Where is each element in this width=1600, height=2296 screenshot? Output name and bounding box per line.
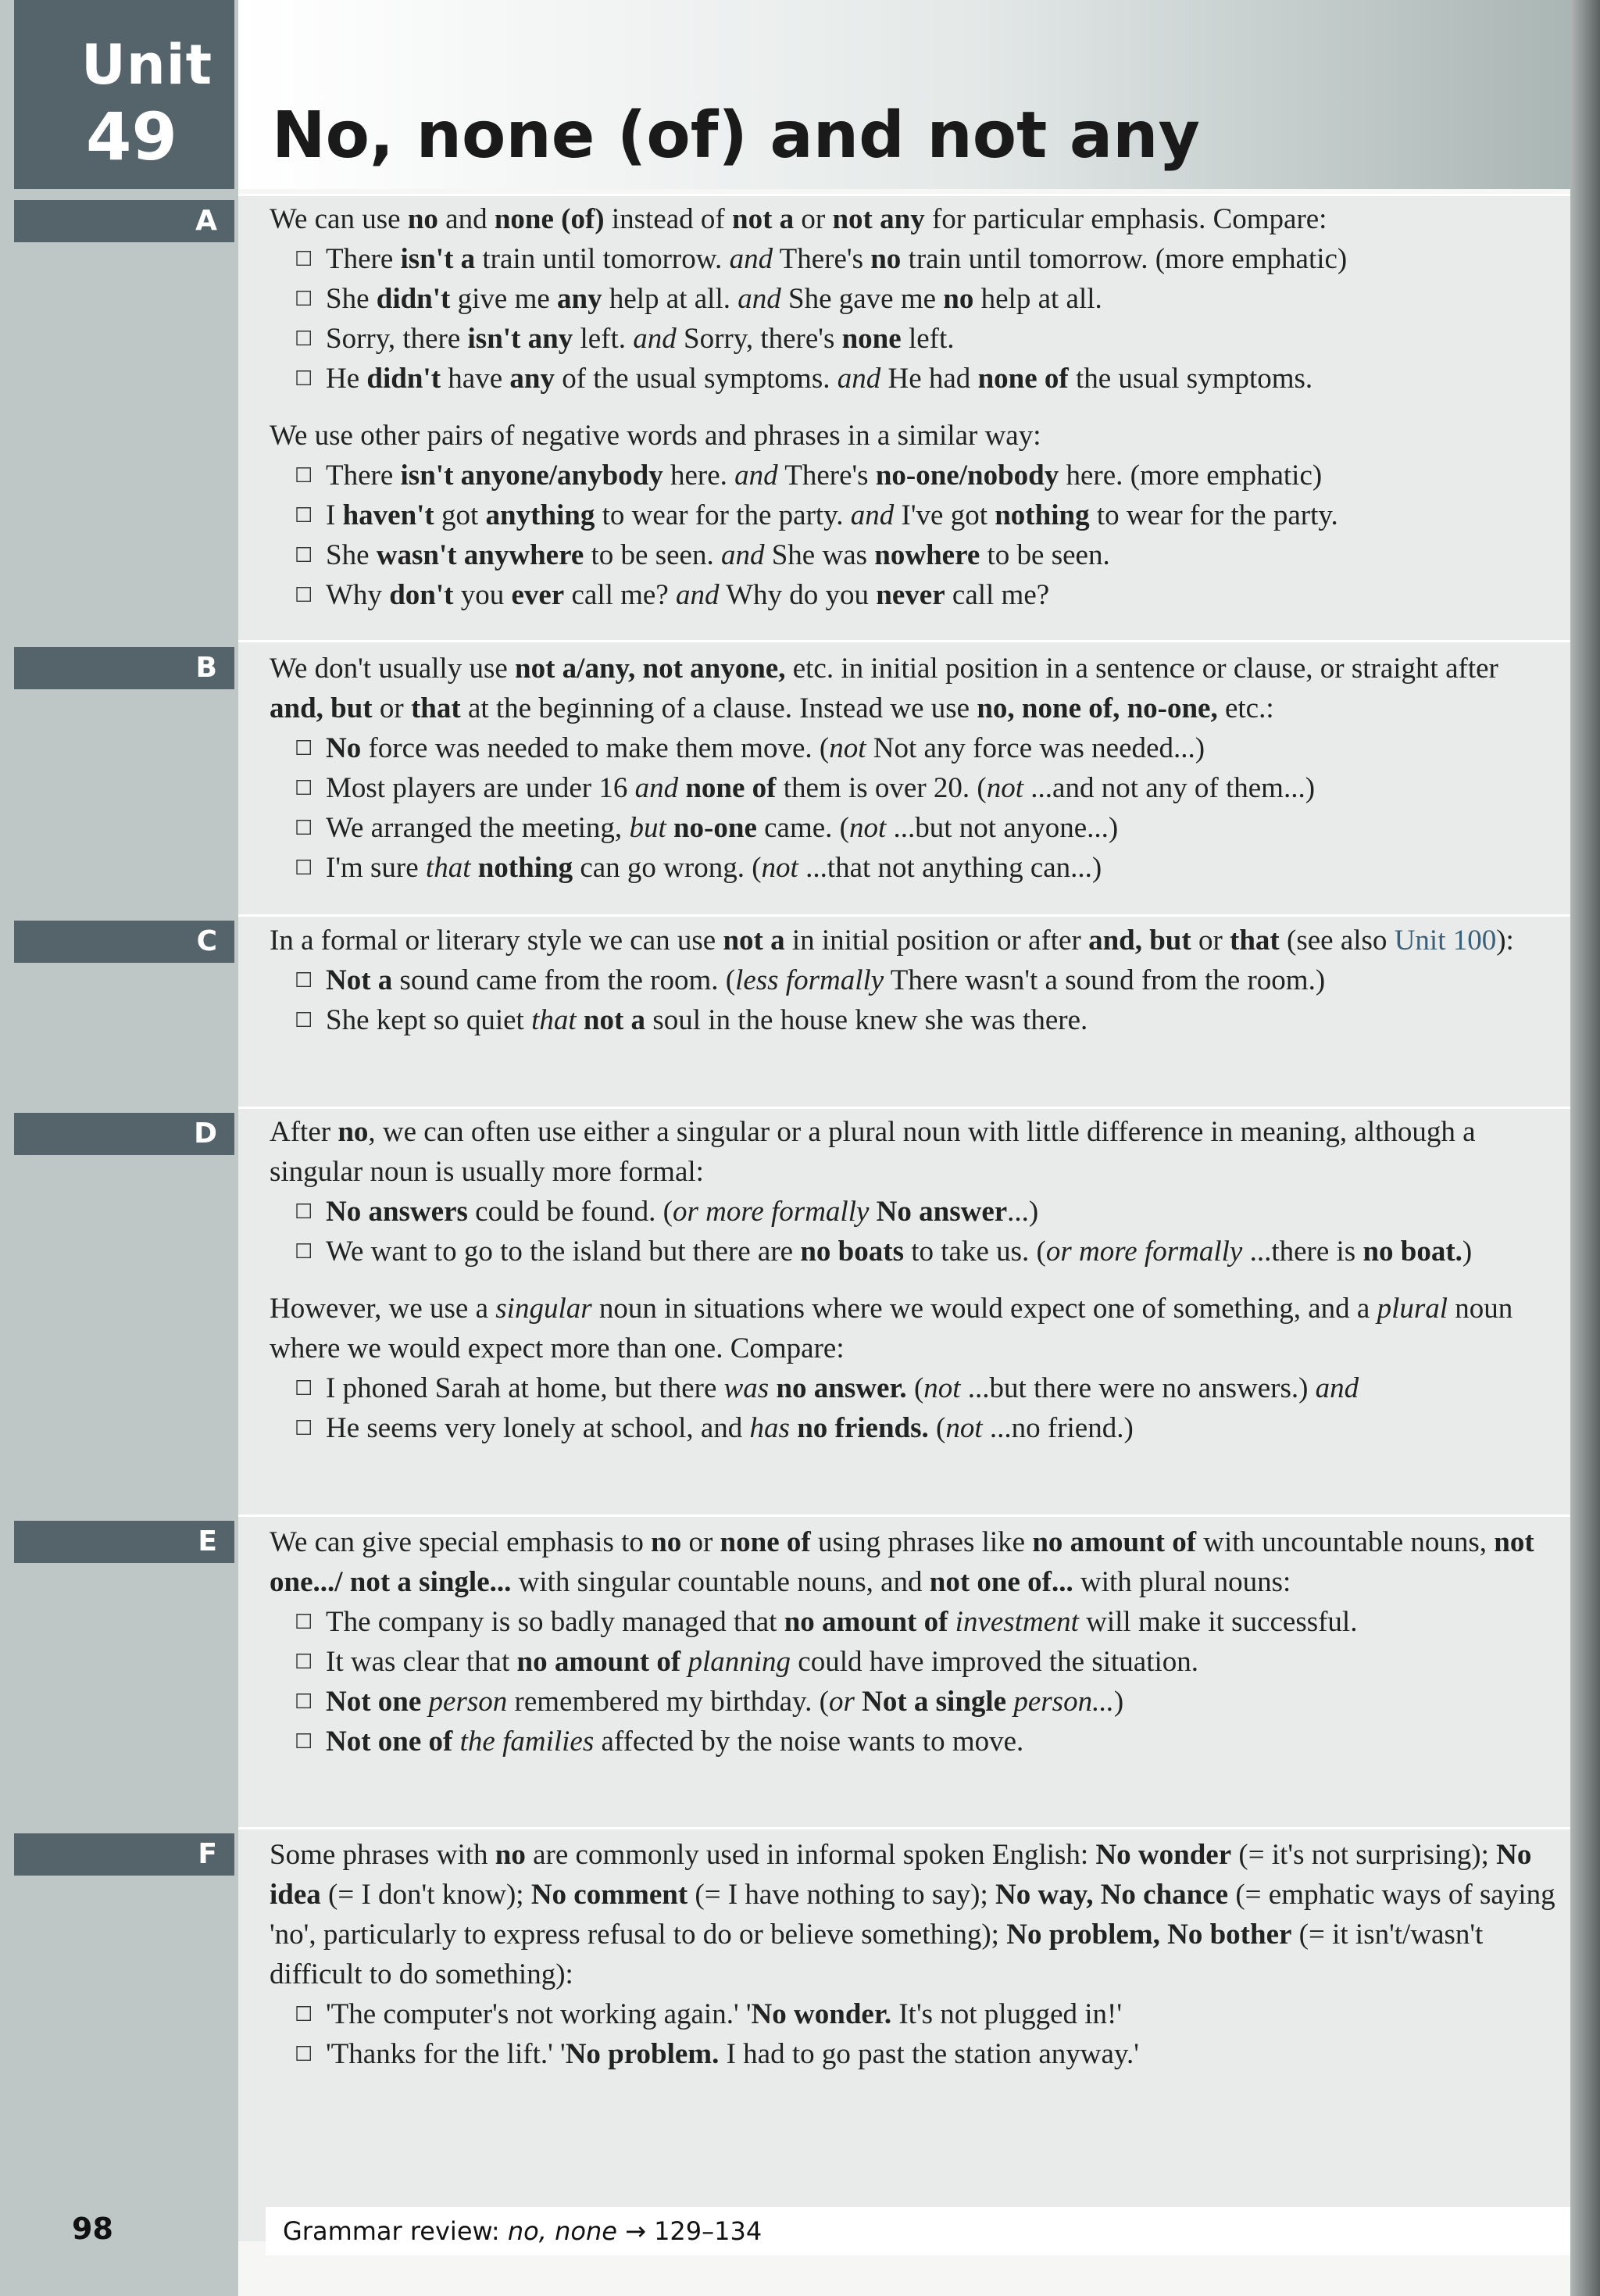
paragraph: Some phrases with no are commonly used in informal spoken English: No wonder (= it's not surprising); No idea (= I don't know); No comment (= I have nothing to say); No way, No chance (= emphatic ways of saying 'no', particularly to express refusal to do or believe something); No problem, No bother (= it isn't/wasn't difficult to do something):: [270, 1839, 1555, 1990]
paragraph: We can use no and none (of) instead of not a or not any for particular emphasis. Compare:: [270, 203, 1327, 235]
checkbox-icon: ☐: [295, 1009, 313, 1032]
section-b: [270, 649, 1559, 888]
section-label-c: C: [14, 921, 234, 963]
example: ☐ No answers could be found. (or more formally No answer...): [270, 1192, 1559, 1232]
example: ☐ She kept so quiet that not a soul in the house knew she was there.: [270, 1000, 1559, 1040]
paragraph: We use other pairs of negative words and phrases in a similar way:: [270, 420, 1041, 452]
section-f: [270, 1835, 1559, 2074]
checkbox-icon: ☐: [295, 327, 313, 350]
checkbox-icon: ☐: [295, 288, 313, 310]
paragraph: After no, we can often use either a singular or a plural noun with little difference in meaning, although a singular noun is usually more formal:: [270, 1116, 1476, 1188]
example: ☐ I'm sure that nothing can go wrong. (not ...that not anything can...): [270, 848, 1559, 888]
section-label-e: E: [14, 1521, 234, 1563]
section-c: [270, 921, 1559, 1040]
checkbox-icon: ☐: [295, 504, 313, 527]
checkbox-icon: ☐: [295, 1611, 313, 1633]
section-label-f: F: [14, 1833, 234, 1876]
checkbox-icon: ☐: [295, 969, 313, 992]
checkbox-icon: ☐: [295, 584, 313, 606]
checkbox-icon: ☐: [295, 1690, 313, 1713]
unit-label: Unit: [81, 33, 213, 97]
example: ☐ There isn't anyone/anybody here. and There's no-one/nobody here. (more emphatic): [270, 456, 1559, 495]
paragraph: We can give special emphasis to no or none of using phrases like no amount of with uncountable nouns, not one.../ not a single... with singular countable nouns, and not one of... with plural nouns:: [270, 1526, 1534, 1598]
page-title: No, none (of) and not any: [272, 98, 1200, 173]
example: ☐ He seems very lonely at school, and has no friends. (not ...no friend.): [270, 1408, 1559, 1448]
checkbox-icon: ☐: [295, 248, 313, 270]
checkbox-icon: ☐: [295, 464, 313, 487]
example: ☐ No force was needed to make them move. (not Not any force was needed...): [270, 728, 1559, 768]
section-divider: [238, 1827, 1570, 1829]
example: ☐ We want to go to the island but there are no boats to take us. (or more formally ...there is no boat.): [270, 1232, 1559, 1271]
section-divider: [238, 1107, 1570, 1109]
section-divider: [238, 1515, 1570, 1517]
section-d: [270, 1112, 1559, 1448]
checkbox-icon: ☐: [295, 544, 313, 567]
example: ☐ She wasn't anywhere to be seen. and She was nowhere to be seen.: [270, 535, 1559, 575]
example: ☐ Not one person remembered my birthday. (or Not a single person...): [270, 1682, 1559, 1722]
section-divider: [238, 914, 1570, 917]
page-edge-shadow: [1570, 0, 1600, 2296]
checkbox-icon: ☐: [295, 817, 313, 839]
checkbox-icon: ☐: [295, 1417, 313, 1439]
checkbox-icon: ☐: [295, 737, 313, 760]
checkbox-icon: ☐: [295, 2003, 313, 2026]
checkbox-icon: ☐: [295, 1730, 313, 1753]
example: ☐ There isn't a train until tomorrow. and There's no train until tomorrow. (more emphatic): [270, 239, 1559, 279]
example: ☐ She didn't give me any help at all. and She gave me no help at all.: [270, 279, 1559, 319]
example: ☐ 'The computer's not working again.' 'No wonder. It's not plugged in!': [270, 1994, 1559, 2034]
example: ☐ Most players are under 16 and none of them is over 20. (not ...and not any of them...): [270, 768, 1559, 808]
grammar-review-reference: Grammar review: no, none → 129–134: [283, 2216, 762, 2246]
checkbox-icon: ☐: [295, 777, 313, 799]
example: ☐ Not a sound came from the room. (less formally There wasn't a sound from the room.): [270, 960, 1559, 1000]
unit-box: [14, 0, 234, 189]
checkbox-icon: ☐: [295, 1240, 313, 1263]
page-number: 98: [72, 2212, 113, 2246]
example: ☐ It was clear that no amount of planning could have improved the situation.: [270, 1642, 1559, 1682]
unit-link[interactable]: Unit 100: [1394, 924, 1497, 957]
example: ☐ Why don't you ever call me? and Why do you never call me?: [270, 575, 1559, 615]
section-label-a: A: [14, 200, 234, 242]
checkbox-icon: ☐: [295, 857, 313, 879]
example: ☐ Not one of the families affected by the noise wants to move.: [270, 1722, 1559, 1761]
section-label-b: B: [14, 647, 234, 689]
checkbox-icon: ☐: [295, 367, 313, 390]
example: ☐ I haven't got anything to wear for the party. and I've got nothing to wear for the party.: [270, 495, 1559, 535]
checkbox-icon: ☐: [295, 1377, 313, 1400]
example: ☐ I phoned Sarah at home, but there was no answer. (not ...but there were no answers.) and: [270, 1368, 1559, 1408]
example: ☐ We arranged the meeting, but no-one came. (not ...but not anyone...): [270, 808, 1559, 848]
section-divider: [238, 194, 1570, 196]
example: ☐ The company is so badly managed that no amount of investment will make it successful.: [270, 1602, 1559, 1642]
section-a: [270, 199, 1559, 615]
checkbox-icon: ☐: [295, 1200, 313, 1223]
paragraph: We don't usually use not a/any, not anyone, etc. in initial position in a sentence or clause, or straight after and, but or that at the beginning of a clause. Instead we use no, none of, no-one, etc.:: [270, 653, 1498, 724]
example: ☐ 'Thanks for the lift.' 'No problem. I had to go past the station anyway.': [270, 2034, 1559, 2074]
paragraph: In a formal or literary style we can use not a in initial position or after and, but or that (see also Unit 100):: [270, 924, 1514, 957]
paragraph: However, we use a singular noun in situations where we would expect one of something, and a plural noun where we would expect more than one. Compare:: [270, 1293, 1513, 1364]
checkbox-icon: ☐: [295, 2043, 313, 2065]
unit-number: 49: [86, 98, 177, 175]
section-divider: [238, 640, 1570, 642]
checkbox-icon: ☐: [295, 1650, 313, 1673]
example: ☐ He didn't have any of the usual symptoms. and He had none of the usual symptoms.: [270, 359, 1559, 399]
example: ☐ Sorry, there isn't any left. and Sorry, there's none left.: [270, 319, 1559, 359]
section-label-d: D: [14, 1113, 234, 1155]
arrow-icon: →: [616, 2216, 655, 2246]
section-e: [270, 1522, 1559, 1761]
